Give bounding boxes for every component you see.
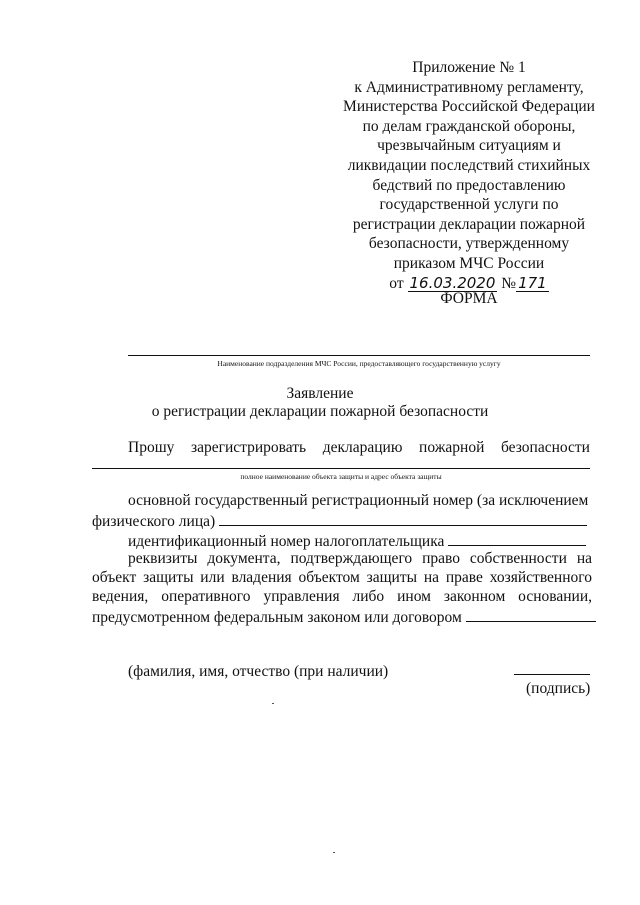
full-name-label: (фамилия, имя, отчество (при наличии): [128, 663, 389, 680]
request-word: пожарной: [419, 439, 485, 456]
order-number-sign: №: [501, 274, 517, 292]
appendix-line: Приложение № 1: [412, 59, 526, 76]
object-name-line: [92, 468, 590, 469]
unit-name-caption: Наименование подразделения МЧС России, предоставляющего государственную услугу: [217, 359, 501, 368]
ogrn-text: основной государственный регистрационный номер (за исключением: [128, 492, 589, 509]
request-word: Прошу: [128, 439, 175, 456]
rights-line: [92, 588, 592, 606]
scan-speck: [333, 852, 335, 853]
statement-subtitle: о регистрации декларации пожарной безопасности: [151, 403, 489, 420]
request-word: декларацию: [322, 439, 403, 456]
rights-text: объект защиты или владения объектом защиты на праве хозяйственного: [92, 569, 592, 586]
rights-text: реквизиты документа, подтверждающего право собственности на: [128, 550, 592, 567]
order-number: 171: [518, 273, 547, 292]
form-label: ФОРМА: [440, 290, 498, 307]
ogrn-label: физического лица): [92, 513, 216, 530]
appendix-line: Министерства Российской Федерации: [343, 98, 595, 116]
request-word: безопасности: [501, 439, 590, 456]
unit-name-line: [128, 355, 590, 356]
appendix-line: бедствий по предоставлению: [372, 176, 566, 194]
appendix-line: безопасности, утвержденному: [368, 235, 570, 253]
appendix-line: государственной услуги по: [379, 196, 559, 214]
appendix-block: [334, 58, 604, 293]
appendix-line: по делам гражданской обороны,: [362, 117, 576, 135]
inn-line: [128, 531, 586, 551]
rights-text: предусмотренном федеральным законом или договором: [92, 609, 462, 626]
appendix-line: чрезвычайным ситуациям и: [377, 137, 561, 155]
signature-label: (подпись): [526, 680, 591, 697]
object-name-caption: полное наименование объекта защиты и адрес объекта защиты: [240, 472, 442, 481]
order-date: 16.03.2020: [409, 273, 496, 292]
rights-line: [92, 607, 596, 627]
rights-text: ведения, оперативного управления либо ином законном основании,: [92, 588, 592, 605]
inn-field[interactable]: [448, 531, 586, 546]
rights-field[interactable]: [466, 607, 596, 622]
ogrn-field[interactable]: [219, 511, 587, 526]
statement-title: Заявление: [286, 385, 354, 402]
order-prefix: от: [389, 274, 404, 292]
ogrn-continuation: [92, 511, 587, 531]
inn-label: идентификационный номер налогоплательщика: [128, 533, 445, 550]
appendix-line: приказом МЧС России: [393, 254, 545, 272]
signature-line[interactable]: [514, 674, 590, 675]
rights-line: [92, 569, 592, 587]
appendix-line: ликвидации последствий стихийных: [347, 156, 591, 174]
request-word: зарегистрировать: [191, 439, 307, 456]
appendix-line: регистрации декларации пожарной: [352, 215, 586, 233]
scan-speck: [272, 703, 274, 704]
ogrn-line: [128, 492, 592, 510]
appendix-line: к Административному регламенту,: [354, 78, 584, 96]
request-line: [128, 439, 590, 457]
rights-line: [128, 550, 592, 568]
